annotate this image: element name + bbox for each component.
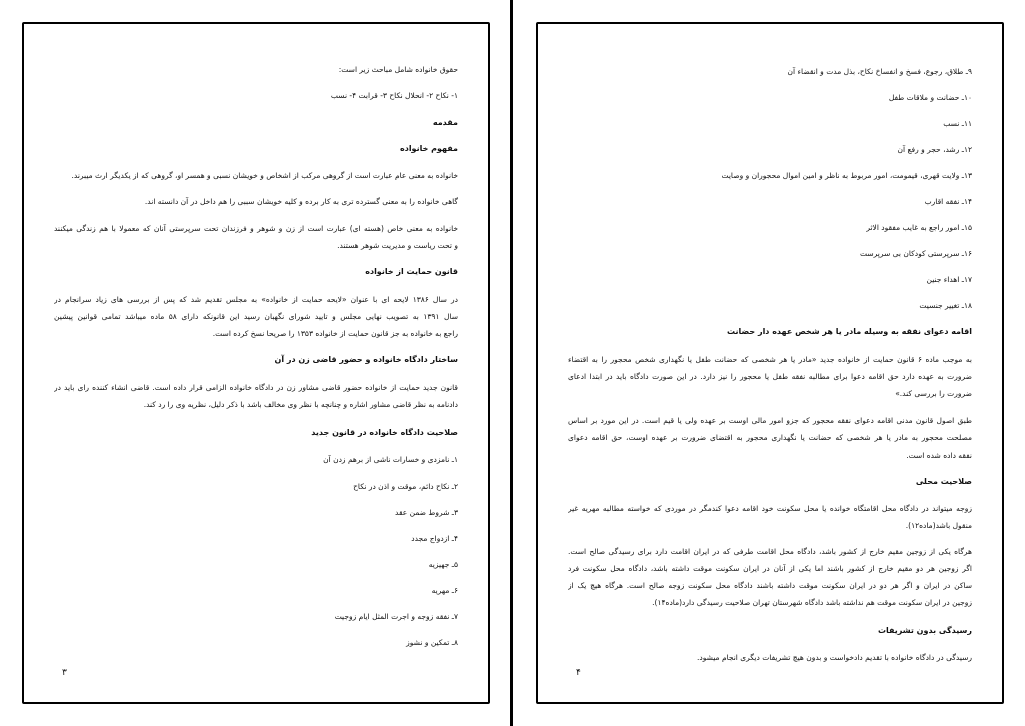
- list-item: ۷ـ نفقه زوجه و اجرت المثل ایام زوجیت: [334, 612, 458, 621]
- text-line: هرگاه یکی از زوجین مقیم خارج از کشور باشد، دادگاه محل اقامت طرفی که در ایران اقامت دارد برای رسیدگی صالح است.: [568, 547, 972, 556]
- list-item: ۱۱ـ نسب: [943, 119, 972, 128]
- list-item: ۱ـ نامزدی و خسارات ناشی از برهم زدن آن: [323, 455, 458, 464]
- text-line: دادنامه به نظر قاضی مشاور اشاره و چنانچه با نظر وی مخالف باشد با ذکر دلیل، نظریه وی را رد کند.: [143, 400, 458, 409]
- page-number: ۴: [576, 668, 581, 678]
- text-line: اگر زوجین هر دو مقیم خارج از کشور باشند اما یکی از آنان در ایران سکونت موقت داشته باشد، دادگاه محل سکونت فرد: [568, 564, 972, 573]
- list-item: ۵ـ جهیزیه: [428, 560, 458, 569]
- text-line: ضرورت به عهده دارد حق اقامه دعوا برای مطالبه نفقه طفل یا محجور را نیز دارد. در این صورت دادگاه باید در ابتدا ادعای: [568, 372, 972, 381]
- text-line: راجع به خانواده به جز قانون حمایت از خانواده ۱۳۵۳ را صریحا نسخ کرده است.: [212, 329, 458, 338]
- heading: قانون حمایت از خانواده: [365, 267, 458, 276]
- text-line: ساکن در ایران و اگر هر دو در ایران سکونت موقت داشته باشند دادگاه محل سکونت زوجه صالح است. هرگاه هیچ یک از: [568, 581, 972, 590]
- text-line: ۱- نکاح ۲- انحلال نکاح ۳- قرابت ۴- نسب: [330, 91, 458, 100]
- text-line: زوجین در ایران سکونت موقت هم نداشته باشد دادگاه شهرستان تهران صلاحیت رسیدگی دارد(ماده۱۴).: [652, 598, 972, 607]
- list-item: ۴ـ ازدواج مجدد: [411, 534, 458, 543]
- text-line: حقوق خانواده شامل مباحث زیر است:: [338, 65, 458, 74]
- text-line: رسیدگی در دادگاه خانواده با تقدیم دادخواست و بدون هیچ تشریفات دیگری انجام میشود.: [696, 653, 972, 662]
- list-item: ۱۸ـ تغییر جنسیت: [919, 301, 972, 310]
- list-item: ۶ـ مهریه: [431, 586, 458, 595]
- text-line: خانواده به معنی عام عبارت است از گروهی مرکب از اشخاص و خویشان نسبی و همسر او، گروهی که از یکدیگر ارث میبرند.: [71, 171, 458, 180]
- text-line: منقول باشد(ماده۱۲).: [905, 521, 972, 530]
- document-page-right: [536, 22, 1004, 704]
- text-line: و تحت ریاست و مدیریت شوهر هستند.: [337, 241, 458, 250]
- list-item: ۱۰ـ حضانت و ملاقات طفل: [888, 93, 972, 102]
- heading: رسیدگی بدون تشریفات: [877, 626, 972, 635]
- list-item: ۱۲ـ رشد، حجر و رفع آن: [897, 145, 972, 154]
- text-line: گاهی خانواده را به معنی گسترده تری به کار برده و کلیه خویشان سببی را هم داخل در آن دانسته اند.: [144, 197, 458, 206]
- text-line: زوجه میتواند در دادگاه محل اقامتگاه خوانده یا محل سکونت خود اقامه دعوا کندمگر در موردی که خواسته مطالبه مهریه غیر: [568, 504, 972, 513]
- text-line: مصلحت محجور به مادر یا هر شخصی که حضانت یا نگهداری محجور به اقتضای ضرورت بر عهده اوست، حق اقامه دعوای: [568, 433, 972, 442]
- page-number: ۳: [62, 668, 67, 678]
- list-item: ۱۵ـ امور راجع به غایب مفقود الاثر: [866, 223, 972, 232]
- list-item: ۱۷ـ اهداء جنین: [926, 275, 972, 284]
- list-item: ۱۳ـ ولایت قهری، قیمومت، امور مربوط به ناظر و امین اموال محجوران و وصایت: [721, 171, 972, 180]
- heading: ساختار دادگاه خانواده و حضور قاضی زن در آن: [274, 355, 458, 364]
- text-line: در سال ۱۳۸۶ لایحه ای با عنوان «لایحه حمایت از خانواده» به مجلس تقدیم شد که پس از بررسی های زیاد سرانجام در: [54, 295, 458, 304]
- text-line: به موجب ماده ۶ قانون حمایت از خانواده جدید «مادر یا هر شخصی که حضانت طفل یا نگهداری شخص محجور را به اقتضاء: [568, 355, 972, 364]
- list-item: ۱۶ـ سرپرستی کودکان بی سرپرست: [859, 249, 972, 258]
- text-line: سال ۱۳۹۱ به تصویب نهایی مجلس و تایید شورای نگهبان رسید این قانونکه دارای ۵۸ ماده میباشد تمامی قوانین پیشین: [54, 312, 458, 321]
- heading: صلاحیت محلی: [915, 477, 972, 486]
- document-page-left: [22, 22, 490, 704]
- text-line: طبق اصول قانون مدنی اقامه دعوای نفقه محجور که جزو امور مالی اوست بر عهده ولی یا قیم است. در این مورد بر اساس: [568, 416, 972, 425]
- list-item: ۲ـ نکاح دائم، موقت و اذن در نکاح: [353, 482, 458, 491]
- list-item: ۹ـ طلاق، رجوع، فسخ و انفساخ نکاح، بذل مدت و انقضاء آن: [787, 67, 972, 76]
- list-item: ۳ـ شروط ضمن عقد: [395, 508, 458, 517]
- list-item: ۸ـ تمکین و نشوز: [406, 638, 458, 647]
- text-line: قانون جدید حمایت از خانواده حضور قاضی مشاور زن در دادگاه خانواده الزامی قرار داده است. قاضی انشاء کننده رای باید در: [54, 383, 458, 392]
- heading: صلاحیت دادگاه خانواده در قانون جدید: [311, 428, 458, 437]
- heading: مقدمه: [432, 118, 458, 127]
- heading: مفهوم خانواده: [399, 144, 458, 153]
- heading: اقامه دعوای نفقه به وسیله مادر یا هر شخص عهده دار حضانت: [727, 327, 972, 336]
- text-line: نفقه داده شده است.: [906, 451, 972, 460]
- list-item: ۱۴ـ نفقه اقارب: [924, 197, 972, 206]
- text-line: خانواده به معنی خاص (هسته ای) عبارت است از زن و شوهر و فرزندان تحت سرپرستی آنان که معمولا با هم زندگی میکنند: [54, 224, 458, 233]
- text-line: ضرورت را بررسی کند.»: [895, 389, 972, 398]
